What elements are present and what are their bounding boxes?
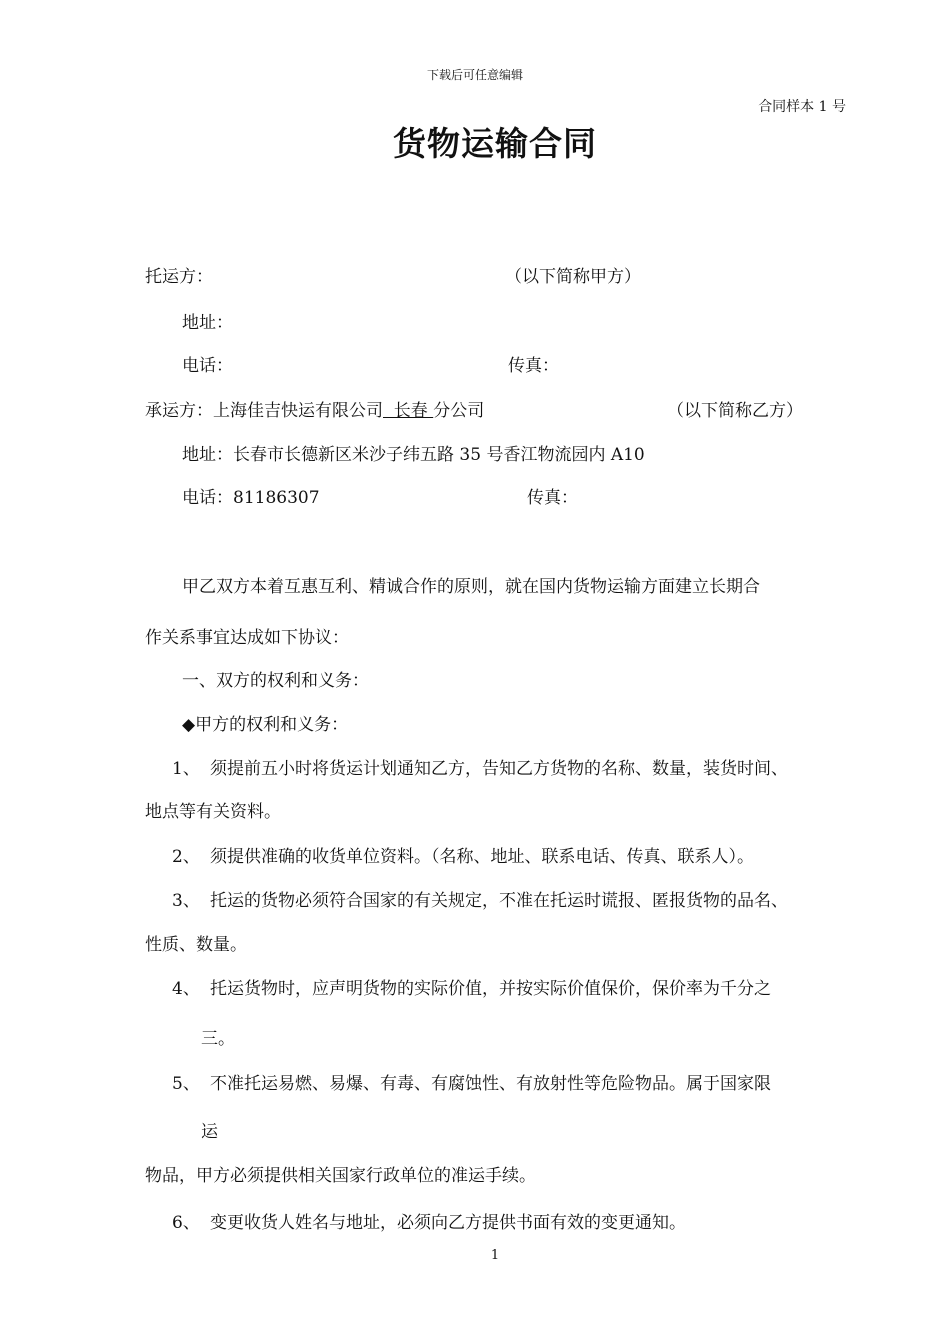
- item-2-text: 须提供准确的收货单位资料。（名称、地址、联系电话、传真、联系人）。: [210, 847, 754, 867]
- party-b-address: 地址：长春市长德新区米沙子纬五路 35 号香江物流园内 A10: [182, 445, 645, 465]
- item-6-number: 6、: [172, 1213, 200, 1233]
- party-b-phone: 电话：81186307: [182, 488, 320, 508]
- document-title: 货物运输合同: [393, 124, 597, 163]
- item-5-continuation-2: 物品，甲方必须提供相关国家行政单位的准运手续。: [145, 1166, 536, 1186]
- party-a-abbr: （以下简称甲方）: [505, 267, 641, 287]
- item-5-text: 不准托运易燃、易爆、有毒、有腐蚀性、有放射性等危险物品。属于国家限: [210, 1074, 771, 1094]
- subsection-a-heading: ◆甲方的权利和义务：: [182, 715, 349, 735]
- party-a-phone: 电话：: [182, 356, 233, 376]
- intro-line-1: 甲乙双方本着互惠互利、精诚合作的原则，就在国内货物运输方面建立长期合: [182, 577, 760, 597]
- item-4-continuation: 三。: [201, 1029, 235, 1049]
- section-1-heading: 一、双方的权利和义务：: [182, 671, 369, 691]
- party-b-branch-city: 长春: [383, 401, 434, 421]
- party-b-label: 承运方：上海佳吉快运有限公司: [145, 401, 383, 421]
- sample-number: 合同样本 1 号: [758, 99, 846, 115]
- item-6-text: 变更收货人姓名与地址，必须向乙方提供书面有效的变更通知。: [210, 1213, 686, 1233]
- item-4-number: 4、: [172, 979, 200, 999]
- item-2-number: 2、: [172, 847, 200, 867]
- item-1-text: 须提前五小时将货运计划通知乙方，告知乙方货物的名称、数量，装货时间、: [210, 759, 788, 779]
- item-3-number: 3、: [172, 891, 200, 911]
- header-note: 下载后可任意编辑: [426, 68, 523, 82]
- party-a-fax: 传真：: [508, 356, 559, 376]
- intro-line-2: 作关系事宜达成如下协议：: [145, 628, 349, 648]
- page-number: 1: [490, 1248, 500, 1263]
- party-b-fax: 传真：: [527, 488, 578, 508]
- item-5-continuation: 运: [201, 1122, 218, 1142]
- item-1-continuation: 地点等有关资料。: [145, 802, 281, 822]
- party-b-branch-suffix: 分公司: [433, 401, 485, 421]
- item-3-text: 托运的货物必须符合国家的有关规定，不准在托运时谎报、匿报货物的品名、: [210, 891, 788, 911]
- party-b-abbr: （以下简称乙方）: [667, 401, 803, 421]
- item-1-number: 1、: [172, 759, 200, 779]
- party-b-line: [145, 396, 484, 421]
- item-4-text: 托运货物时，应声明货物的实际价值，并按实际价值保价，保价率为千分之: [210, 979, 771, 999]
- party-a-label: 托运方：: [145, 267, 213, 287]
- item-3-continuation: 性质、数量。: [145, 935, 247, 955]
- party-a-address: 地址：: [182, 313, 233, 333]
- item-5-number: 5、: [172, 1074, 200, 1094]
